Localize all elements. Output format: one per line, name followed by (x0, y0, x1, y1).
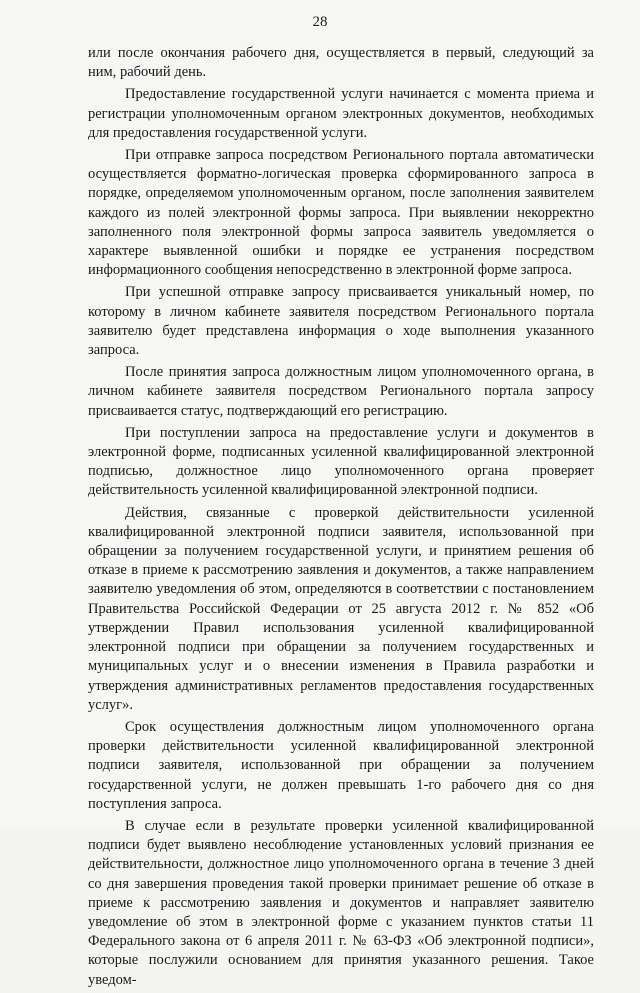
paragraph: При успешной отправке запросу присваивается уникальный номер, по которому в личном кабинете заявителя посредством Регионального портала заявителю будет представлена информация о ходе выполнения указанного запроса. (88, 284, 594, 359)
paragraph: После принятия запроса должностным лицом уполномоченного органа, в личном кабинете заявителя посредством Регионального портала запросу присваивается статус, подтверждающий его регистрацию. (88, 364, 594, 419)
paragraph: или после окончания рабочего дня, осуществляется в первый, следующий за ним, рабочий день. (88, 45, 594, 81)
paragraph: При отправке запроса посредством Регионального портала автоматически осуществляется форматно-логическая проверка сформированного запроса в порядке, определяемом уполномоченным органом, после заполнения заявителем каждого из полей электронной формы запроса. При выявлении некорректно заполненного поля электронной формы запроса заявитель уведомляется о характере выявленной ошибки и порядке ее устранения посредством информационного сообщения непосредственно в электронной форме запроса. (88, 147, 594, 279)
paragraph: При поступлении запроса на предоставление услуги и документов в электронной форме, подписанных усиленной квалифицированной электронной подписью, должностное лицо уполномоченного органа проверяет действительность усиленной квалифицированной электронной подписи. (88, 424, 594, 499)
paragraph: В случае если в результате проверки усиленной квалифицированной подписи будет выявлено несоблюдение установленных условий признания ее действительности, должностное лицо уполномоченного органа в течение 3 дней со дня завершения проведения такой проверки принимает решение об отказе в приеме к рассмотрению заявления и документов и направляет заявителю уведомление об этом в электронной форме с указанием пунктов статьи 11 Федерального закона от 6 апреля 2011 г. № 63-ФЗ «Об электронной подписи», которые послужили основанием для принятия указанного решения. Такое уведом- (88, 817, 594, 988)
document-body (88, 44, 594, 993)
paragraph: Срок осуществления должностным лицом уполномоченного органа проверки действительности усиленной квалифицированной электронной подписи заявителя, использованной при обращении за получением государственной услуги, не должен превышать 1-го рабочего дня со дня поступления запроса. (88, 718, 594, 812)
page-number: 28 (312, 14, 328, 30)
paragraph: Предоставление государственной услуги начинается с момента приема и регистрации уполномоченным органом электронных документов, необходимых для предоставления государственной услуги. (88, 86, 594, 141)
paragraph: Действия, связанные с проверкой действительности усиленной квалифицированной электронной подписи заявителя, использованной при обращении за получением государственной услуги, и принятием решения об отказе в приеме к рассмотрению заявления и документов, а также направлением заявителю уведомления об этом, определяются в соответствии с постановлением Правительства Российской Федерации от 25 августа 2012 г. № 852 «Об утверждении Правил использования усиленной квалифицированной электронной подписи при обращении за получением государственных и муниципальных услуг и о внесении изменения в Правила разработки и утверждения административных регламентов предоставления государственных услуг». (88, 504, 594, 713)
